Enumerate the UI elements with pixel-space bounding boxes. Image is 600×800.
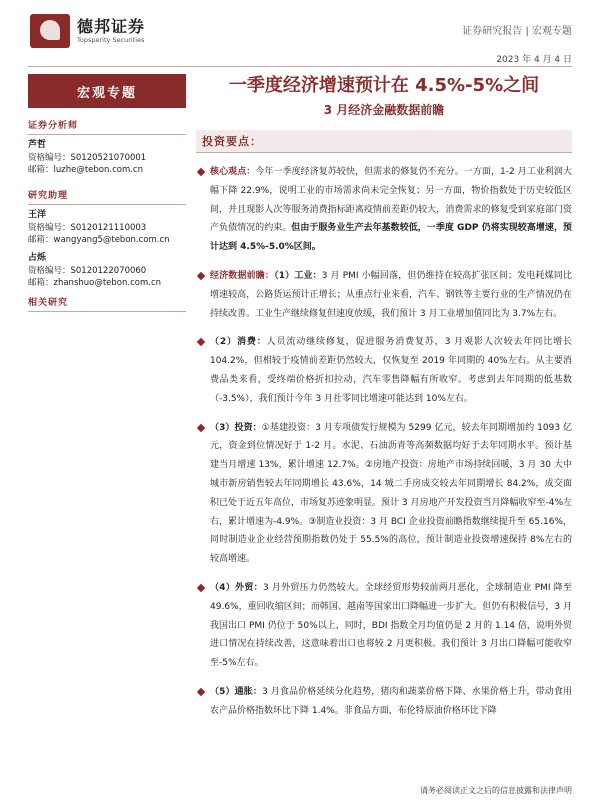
paragraph-text: 3 月食品价格延续分化趋势，猪肉和蔬菜价格下降、水果价格上升，带动食用农产品价格指数环比下降 1.4%。非食品方面，布伦特原油价格环比下降 <box>210 686 573 716</box>
assistant-name: 王洋 <box>28 210 47 220</box>
analyst-name: 芦哲 <box>28 140 47 150</box>
trade-paragraph <box>196 579 572 673</box>
report-title: 一季度经济增速预计在 4.5%-5%之间 <box>228 75 540 96</box>
paragraph-label: （2）消费： <box>210 337 267 348</box>
assistant-email: 邮箱：wangyang5@tebon.com.cn <box>28 235 170 245</box>
logo-emblem-icon <box>30 14 70 48</box>
core-view-paragraph <box>196 163 572 257</box>
diamond-bullet-icon <box>197 688 205 696</box>
inflation-paragraph <box>196 683 572 721</box>
related-research-head: 相关研究 <box>28 295 186 312</box>
assistant-license: 资格编号：S0120122070060 <box>28 266 147 276</box>
logo-chinese-name: 德邦证券 <box>77 16 146 36</box>
paragraph-text: 今年一季度经济复苏较快，但需求的修复仍不充分。一方面，1-2 月工业利润大幅下降 22.9%，说明工业的市场需求尚未完全恢复；另一方面，物价指数处于历史较低区间，并且现影人次等服务消费指标距离疫情前差距仍较大，消费需求的修复受到家庭部门资产负债情况的约束。 <box>210 167 572 234</box>
sidebar <box>28 118 186 316</box>
paragraph-label: （4）外贸： <box>210 582 263 593</box>
header-divider <box>28 66 572 67</box>
paragraph-lead: 核心观点： <box>210 167 256 177</box>
diamond-bullet-icon <box>197 423 205 431</box>
footer-disclaimer: 请务必阅读正文之后的信息披露和法律声明 <box>420 786 572 795</box>
assistant-card <box>28 252 186 289</box>
assistant-license: 资格编号：S0120121110003 <box>28 223 147 233</box>
report-type: 证券研究报告 | 宏观专题 <box>462 26 572 37</box>
analyst-card <box>28 139 186 176</box>
paragraph-label: （3）投资： <box>210 422 262 433</box>
industry-paragraph <box>196 267 572 323</box>
paragraph-text: 人员流动继续修复，促进服务消费复苏，3 月观影人次较去年同比增长 104.2%，但相较于疫情前差距仍然较大，仅恢复至 2019 年同期的 40%左右。从主要消费品类来看，受终端价格折扣拉动，汽车零售降幅有所收窄。考虑到去年同期的低基数（-3.5%），我们预计今年 3 月社零同比增速可能达到 10%左右。 <box>210 337 572 404</box>
logo-text <box>77 18 145 45</box>
key-points-head: 投资要点： <box>196 130 572 153</box>
assistant-name: 占烁 <box>28 253 47 263</box>
investment-paragraph <box>196 419 572 569</box>
assistant-section-head: 研究助理 <box>28 188 186 205</box>
paragraph-label: （1）工业： <box>274 270 322 281</box>
consumption-paragraph <box>196 333 572 408</box>
paragraph-lead: 经济数据前瞻： <box>210 270 275 281</box>
paragraph-label: （5）通胀： <box>210 686 263 697</box>
report-category: 宏观专题 <box>28 74 186 108</box>
diamond-bullet-icon <box>197 168 205 176</box>
paragraph-text: 3 月外贸压力仍然较大。全球经贸形势较前两月恶化，全球制造业 PMI 降至 49.6%，重回收缩区间；而韩国、越南等国家出口降幅进一步扩大。但仍有积极信号，3 月我国出口 PMI 仍位于 50%以上，同时，BDI 指数全月均值仍是 2 月的 1.14 倍，说明外贸进口情况在持续改善，这意味着出口也将较 2 月更积极。我们预计 3 月出口降幅可能收窄至-5%左右。 <box>210 582 572 669</box>
logo-english-name: Topsperity Securities <box>77 35 145 44</box>
diamond-bullet-icon <box>197 584 205 592</box>
assistant-email: 邮箱：zhanshuo@tebon.com.cn <box>28 278 162 288</box>
analyst-section-head: 证券分析师 <box>28 118 186 135</box>
report-subtitle: 3 月经济金融数据前瞻 <box>323 103 445 117</box>
assistant-card <box>28 209 186 246</box>
paragraph-text: ①基建投资：3 月专项债发行规模为 5299 亿元，较去年同期增加约 1093 亿元，资金到位情况好于 1-2 月。水泥、石油沥青等高频数据均好于去年同期水平。预计基建当月增速 13%，累计增速 12.7%。②房地产投资：房地产市场持续回暖，3 月 30 大中城市新房销售较去年同期增长 43.6%，14 城二手房成交较去年同期增长 84.2%，成交面积已处于近五年高位，市场复苏迹象明显。预计 3 月房地产开发投资当月降幅收窄至-4%左右，累计增速为-4.9%。③制造业投资：3 月 BCI 企业投资前瞻指数继续提升至 65.16%，同时制造业企业经营预期指数仍处于 55.5%的高位，预计制造业投资增速保持 8%左右的较高增速。 <box>210 422 572 565</box>
report-date: 2023 年 4 月 4 日 <box>496 55 572 65</box>
main-content <box>196 130 572 721</box>
analyst-license: 资格编号：S0120521070001 <box>28 153 147 163</box>
diamond-bullet-icon <box>197 272 205 280</box>
diamond-bullet-icon <box>197 338 205 346</box>
analyst-email: 邮箱：luzhe@tebon.com.cn <box>28 165 143 175</box>
paragraph-text: 3 月 PMI 小幅回落，但仍维持在较高扩张区间；发电耗煤同比增速较高，公路货运预计正增长；从重点行业来看，汽车、钢铁等主要行业的生产情况仍在持续改善。工业生产继续修复但速度放缓，我们预计 3 月工业增加值同比为 3.7%左右。 <box>210 270 572 319</box>
company-logo <box>30 14 145 48</box>
paragraph-bold-text: 但由于服务业生产去年基数较低，一季度 GDP 仍将实现较高增速，预计达到 4.5%-5.0%区间。 <box>210 223 572 253</box>
